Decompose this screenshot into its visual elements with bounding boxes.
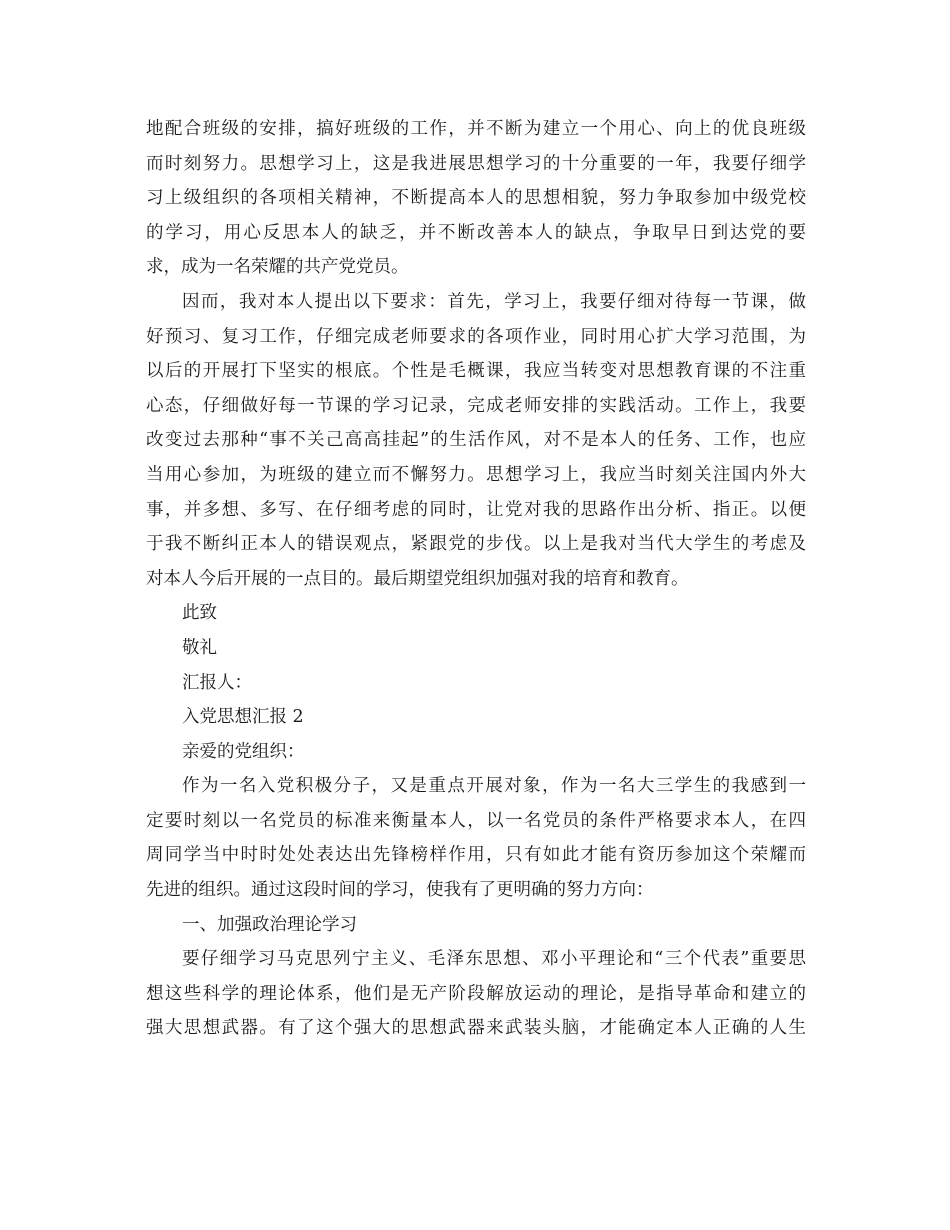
text-line: 而时刻努力。思想学习上，这是我进展思想学习的十分重要的一年，我要仔细学: [146, 153, 806, 174]
text-line: 周同学当中时时处处表达出先锋榜样作用，只有如此才能有资历参加这个荣耀而: [146, 845, 806, 866]
document-body: [146, 112, 806, 1046]
text-line: 敬礼: [182, 637, 217, 658]
text-line: 改变过去那种“事不关己高高挂起”的生活作风，对不是本人的任务、工作，也应: [146, 430, 806, 451]
text-line: 作为一名入党积极分子，又是重点开展对象，作为一名大三学生的我感到一: [182, 776, 806, 797]
text-line: 定要时刻以一名党员的标准来衡量本人，以一名党员的条件严格要求本人，在四: [146, 810, 806, 831]
text-line: 汇报人：: [182, 672, 252, 693]
text-line: 以后的开展打下坚实的根底。个性是毛概课，我应当转变对思想教育课的不注重: [146, 361, 806, 382]
text-line: 地配合班级的安排，搞好班级的工作，并不断为建立一个用心、向上的优良班级: [146, 119, 806, 139]
text-line: 当用心参加，为班级的建立而不懈努力。思想学习上，我应当时刻关注国内外大: [146, 464, 806, 485]
text-line: 的学习，用心反思本人的缺乏，并不断改善本人的缺点，争取早日到达党的要: [146, 222, 806, 243]
text-line: 此致: [182, 603, 217, 624]
text-line: 因而，我对本人提出以下要求：首先，学习上，我要仔细对待每一节课，做: [182, 291, 806, 312]
text-line: 习上级组织的各项相关精神，不断提高本人的思想相貌，努力争取参加中级党校: [146, 188, 806, 209]
text-line: 要仔细学习马克思列宁主义、毛泽东思想、邓小平理论和“三个代表”重要思: [182, 949, 806, 970]
text-line: 求，成为一名荣耀的共产党党员。: [146, 257, 409, 278]
text-line: 好预习、复习工作，仔细完成老师要求的各项作业，同时用心扩大学习范围，为: [146, 326, 806, 347]
text-line: 强大思想武器。有了这个强大的思想武器来武装头脑，才能确定本人正确的人生: [146, 1018, 806, 1039]
text-line: 先进的组织。通过这段时间的学习，使我有了更明确的努力方向：: [146, 880, 654, 901]
text-line: 一、加强政治理论学习: [182, 914, 357, 935]
text-line: 亲爱的党组织：: [182, 741, 305, 762]
text-line: 想这些科学的理论体系，他们是无产阶段解放运动的理论，是指导革命和建立的: [146, 983, 806, 1004]
text-line: 事，并多想、多写、在仔细考虑的同时，让党对我的思路作出分析、指正。以便: [146, 499, 806, 520]
text-line: 入党思想汇报 2: [182, 707, 304, 728]
text-line: 心态，仔细做好每一节课的学习记录，完成老师安排的实践活动。工作上，我要: [146, 395, 806, 416]
text-line: 于我不断纠正本人的错误观点，紧跟党的步伐。以上是我对当代大学生的考虑及: [146, 534, 806, 555]
text-line: 对本人今后开展的一点目的。最后期望党组织加强对我的培育和教育。: [146, 568, 689, 589]
